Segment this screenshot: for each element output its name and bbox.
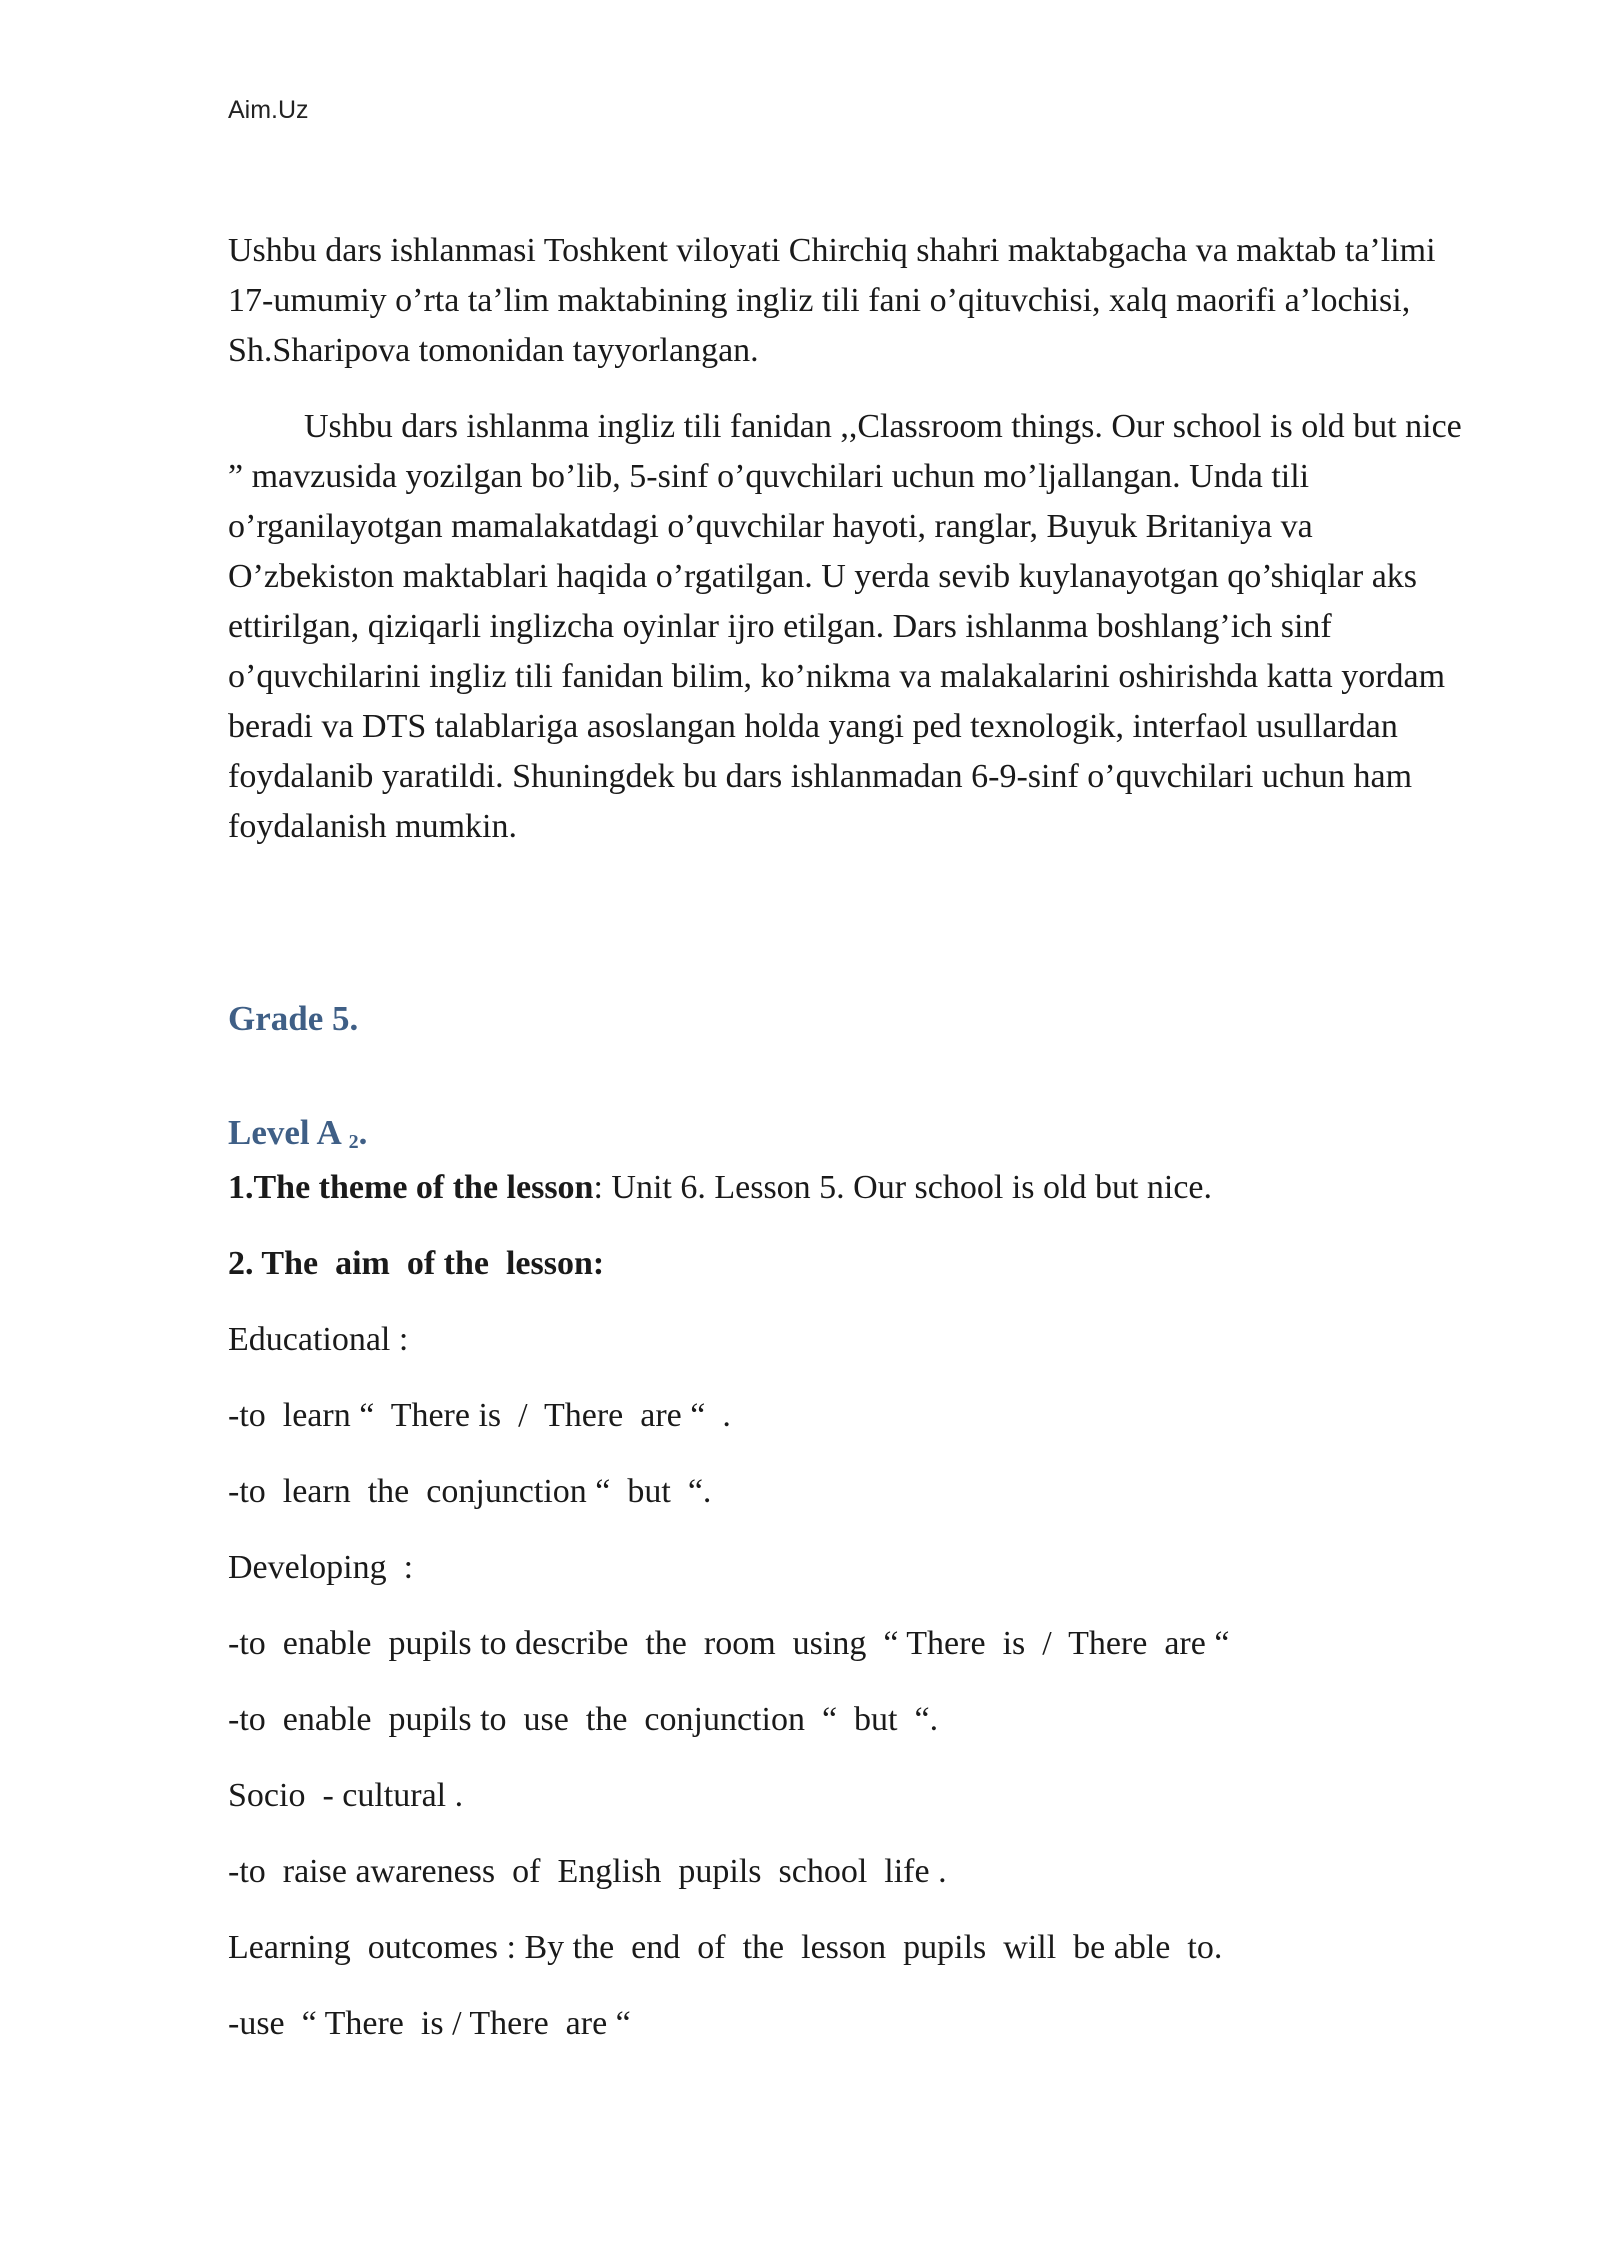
page-header-site: Aim.Uz xyxy=(228,96,309,124)
aim-line: -to enable pupils to use the conjunction “ but “. xyxy=(228,1701,939,1738)
level-end: . xyxy=(358,1113,368,1152)
level-subscript: 2 xyxy=(348,1131,359,1153)
aim-line-educational: Educational : xyxy=(228,1321,409,1358)
level-text: Level A xyxy=(228,1113,349,1152)
learning-outcomes-line: Learning outcomes : By the end of the lesson pupils will be able to. xyxy=(228,1929,1223,1966)
theme-label: 1.The theme of the lesson xyxy=(228,1169,594,1206)
aim-line-developing: Developing : xyxy=(228,1549,414,1586)
theme-value: : Unit 6. Lesson 5. Our school is old but nice. xyxy=(593,1169,1213,1206)
aim-line: -to learn “ There is / There are “ . xyxy=(228,1397,731,1434)
aim-line: -to raise awareness of English pupils school life . xyxy=(228,1853,947,1890)
aim-line-socio-cultural: Socio - cultural . xyxy=(228,1777,464,1814)
grade-heading: Grade 5. xyxy=(228,999,359,1038)
aim-line: -to enable pupils to describe the room using “ There is / There are “ xyxy=(228,1625,1230,1662)
level-heading xyxy=(228,1108,1478,1163)
document-body xyxy=(228,226,1478,2049)
intro-paragraph-2: Ushbu dars ishlanma ingliz tili fanidan ,,Classroom things. Our school is old but nice ” mavzusida yozilgan bo’lib, 5-sinf o’quvchilari uchun mo’ljallangan. Unda tili o’rganilayotgan mamalakatdagi o’quvchilar hayoti, ranglar, Buyuk Britaniya va O’zbekiston maktablari haqida o’rgatilgan. U yerda sevib kuylanayotgan qo’shiqlar aks ettirilgan, qiziqarli inglizcha oyinlar ijro etilgan. Dars ishlanma boshlang’ich sinf o’quvchilarini ingliz tili fanidan bilim, ko’nikma va malakalarini oshirishda katta yordam beradi va DTS talablariga asoslangan holda yangi ped texnologik, interfaol usullardan foydalanib yaratildi. Shuningdek bu dars ishlanmadan 6-9-sinf o’quvchilari uchun ham foydalanish mumkin. xyxy=(228,408,1462,845)
aim-line: -to learn the conjunction “ but “. xyxy=(228,1473,712,1510)
lesson-theme xyxy=(228,1163,1478,1213)
intro-paragraph-1: Ushbu dars ishlanmasi Toshkent viloyati Chirchiq shahri maktabgacha va maktab ta’limi 17-umumiy o’rta ta’lim maktabining ingliz tili fani o’qituvchisi, xalq maorifi a’lochisi, Sh.Sharipova tomonidan tayyorlangan. xyxy=(228,232,1436,369)
aim-heading: 2. The aim of the lesson: xyxy=(228,1245,605,1282)
aim-line: -use “ There is / There are “ xyxy=(228,2005,631,2042)
